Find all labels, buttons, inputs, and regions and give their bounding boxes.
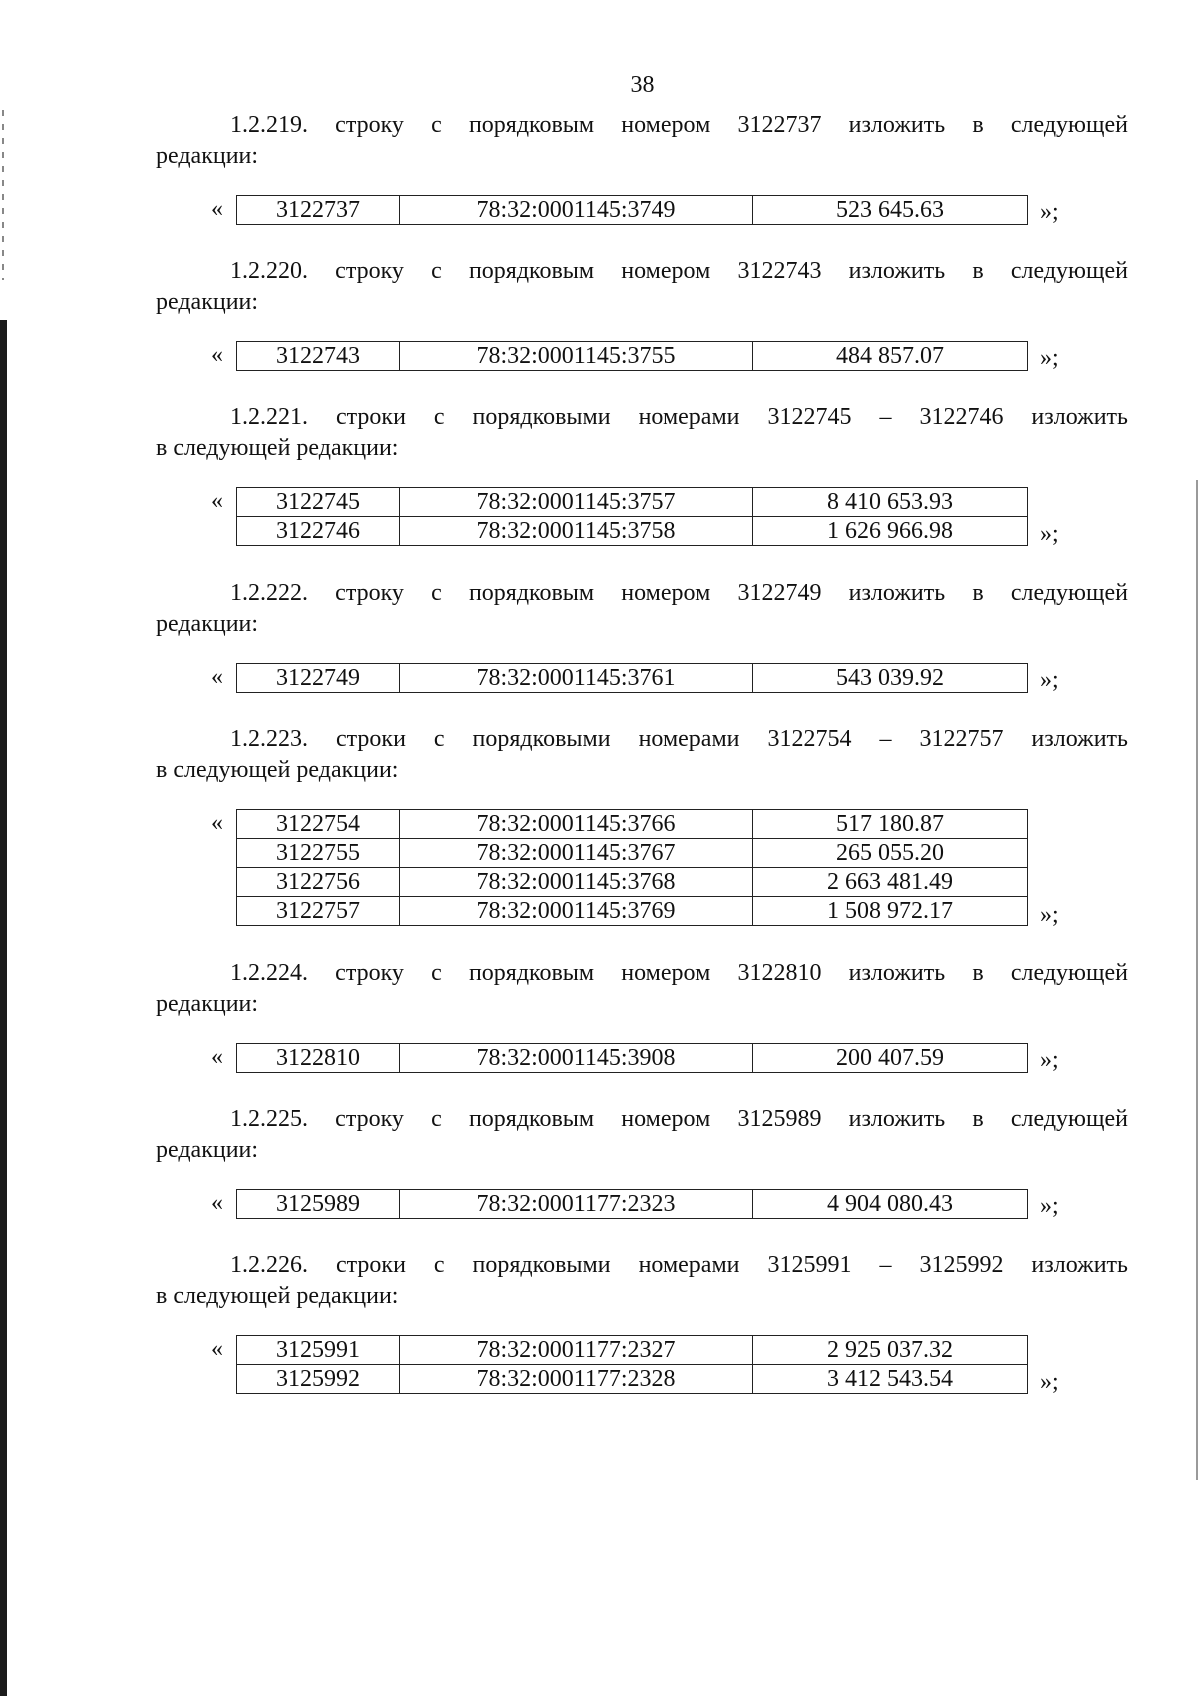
amendment-text-line: в следующей редакции: [156, 757, 399, 783]
amendment-word: строки [335, 726, 406, 752]
amendment-word: 3122737 [737, 112, 822, 138]
page-number: 38 [630, 72, 655, 98]
amendment-word: номером [621, 580, 711, 606]
closing-quote: »; [1040, 199, 1059, 225]
cadastral-number-cell: 78:32:0001145:3749 [400, 196, 753, 225]
amendment-table [236, 195, 1028, 225]
amendment-text-line [156, 110, 1128, 141]
amendment-word: порядковым [468, 112, 595, 138]
amendment-word: строку [335, 960, 404, 986]
amendment-word: порядковым [468, 258, 595, 284]
amendment-word: 3125991 [767, 1252, 852, 1278]
amendment-word: 1.2.220. [230, 258, 308, 284]
amendment-word: изложить [848, 1106, 946, 1132]
amendment-text-line: в следующей редакции: [156, 435, 399, 461]
opening-quote: « [211, 196, 223, 222]
value-cell: 8 410 653.93 [753, 488, 1028, 517]
amendment-word: строку [335, 580, 404, 606]
row-number-cell: 3122743 [237, 342, 400, 371]
amendment-text [156, 256, 1128, 318]
amendment-word: изложить [1031, 726, 1128, 752]
amendment-word: с [433, 726, 445, 752]
amendment-text-line [156, 1104, 1128, 1135]
amendment-word: в [972, 112, 984, 138]
cadastral-number-cell: 78:32:0001177:2327 [400, 1336, 753, 1365]
amendment-text-line: редакции: [156, 991, 259, 1017]
amendment-text-line [156, 724, 1128, 755]
amendment-item [156, 1104, 1128, 1219]
table-row [237, 1336, 1028, 1365]
amendment-item [156, 256, 1128, 371]
scan-edge-marks [2, 110, 4, 280]
amendment-table [236, 341, 1028, 371]
amendment-text-line [156, 256, 1128, 287]
amendment-word: с [431, 580, 442, 606]
amendment-word: следующей [1010, 1106, 1128, 1132]
amendment-word: с [431, 960, 442, 986]
amendment-word: номером [621, 112, 711, 138]
amendment-word: 3122745 [767, 404, 852, 430]
amendment-word: 3122810 [737, 960, 822, 986]
amendment-word: следующей [1010, 580, 1128, 606]
row-number-cell: 3122749 [237, 664, 400, 693]
amendment-text-line: редакции: [156, 1137, 259, 1163]
row-number-cell: 3125989 [237, 1190, 400, 1219]
amendment-word: – [879, 1252, 892, 1278]
amendment-text-line [156, 402, 1128, 433]
amendment-word: с [433, 404, 445, 430]
amendment-text-line: редакции: [156, 289, 259, 315]
amendment-item [156, 724, 1128, 928]
table-row [237, 839, 1028, 868]
amendment-word: строку [335, 258, 404, 284]
amendment-word: с [433, 1252, 445, 1278]
amendment-word: – [879, 404, 892, 430]
value-cell: 2 925 037.32 [753, 1336, 1028, 1365]
amendment-item [156, 958, 1128, 1073]
amendment-word: порядковыми [472, 726, 611, 752]
opening-quote: « [211, 342, 223, 368]
amendment-text-line: редакции: [156, 611, 259, 637]
amendment-word: порядковыми [472, 404, 611, 430]
amendment-table [236, 1043, 1028, 1073]
row-number-cell: 3122757 [237, 897, 400, 926]
amendment-text [156, 724, 1128, 786]
amendment-word: порядковым [468, 1106, 595, 1132]
closing-quote: »; [1040, 901, 1059, 928]
table-row [237, 868, 1028, 897]
amendment-word: с [431, 1106, 442, 1132]
row-number-cell: 3122810 [237, 1044, 400, 1073]
amendment-table [236, 1335, 1028, 1394]
opening-quote: « [211, 1336, 223, 1362]
amendment-word: номерами [638, 1252, 740, 1278]
table-row [237, 810, 1028, 839]
amendment-text-line: в следующей редакции: [156, 1283, 399, 1309]
cadastral-number-cell: 78:32:0001145:3766 [400, 810, 753, 839]
value-cell: 200 407.59 [753, 1044, 1028, 1073]
cadastral-number-cell: 78:32:0001177:2323 [400, 1190, 753, 1219]
amendment-word: номером [621, 960, 711, 986]
row-number-cell: 3125992 [237, 1365, 400, 1394]
amendment-word: 3122743 [737, 258, 822, 284]
amendment-word: в [972, 1106, 984, 1132]
cadastral-number-cell: 78:32:0001145:3761 [400, 664, 753, 693]
amendment-word: 1.2.226. [230, 1252, 308, 1278]
amendment-word: порядковыми [472, 1252, 611, 1278]
table-row [237, 897, 1028, 926]
amendment-word: номерами [638, 726, 740, 752]
amendment-word: следующей [1010, 258, 1128, 284]
table-row [237, 1190, 1028, 1219]
value-cell: 1 626 966.98 [753, 517, 1028, 546]
cadastral-number-cell: 78:32:0001145:3757 [400, 488, 753, 517]
row-number-cell: 3122756 [237, 868, 400, 897]
amendment-word: изложить [848, 580, 946, 606]
amendment-word: 1.2.222. [230, 580, 308, 606]
amendment-word: порядковым [468, 960, 595, 986]
value-cell: 4 904 080.43 [753, 1190, 1028, 1219]
opening-quote: « [211, 664, 223, 690]
amendment-word: 1.2.223. [230, 726, 308, 752]
amendment-word: 3125989 [737, 1106, 822, 1132]
amendment-word: в [972, 580, 984, 606]
amendment-word: следующей [1010, 112, 1128, 138]
cadastral-number-cell: 78:32:0001145:3769 [400, 897, 753, 926]
amendment-word: с [431, 258, 442, 284]
opening-quote: « [211, 488, 223, 514]
amendment-text [156, 110, 1128, 172]
scan-edge-line [1196, 480, 1198, 1480]
amendment-word: – [879, 726, 892, 752]
value-cell: 543 039.92 [753, 664, 1028, 693]
cadastral-number-cell: 78:32:0001145:3768 [400, 868, 753, 897]
amendment-word: 1.2.225. [230, 1106, 308, 1132]
amendment-table [236, 809, 1028, 926]
amendment-word: строки [335, 404, 406, 430]
cadastral-number-cell: 78:32:0001145:3767 [400, 839, 753, 868]
table-row [237, 196, 1028, 225]
table-row [237, 517, 1028, 546]
amendment-table [236, 1189, 1028, 1219]
row-number-cell: 3122745 [237, 488, 400, 517]
opening-quote: « [211, 1044, 223, 1070]
cadastral-number-cell: 78:32:0001145:3758 [400, 517, 753, 546]
amendment-word: изложить [1031, 1252, 1128, 1278]
opening-quote: « [211, 810, 223, 836]
closing-quote: »; [1040, 1368, 1059, 1395]
value-cell: 517 180.87 [753, 810, 1028, 839]
value-cell: 1 508 972.17 [753, 897, 1028, 926]
amendment-item [156, 402, 1128, 547]
amendment-item [156, 1250, 1128, 1395]
closing-quote: »; [1040, 1193, 1059, 1219]
amendment-text-line: редакции: [156, 143, 259, 169]
row-number-cell: 3122755 [237, 839, 400, 868]
amendment-item [156, 110, 1128, 225]
row-number-cell: 3122754 [237, 810, 400, 839]
opening-quote: « [211, 1190, 223, 1216]
table-row [237, 664, 1028, 693]
amendment-text [156, 578, 1128, 640]
closing-quote: »; [1040, 1047, 1059, 1073]
table-row [237, 342, 1028, 371]
amendment-text [156, 1104, 1128, 1166]
amendment-text-line [156, 958, 1128, 989]
closing-quote: »; [1040, 345, 1059, 371]
amendment-text [156, 1250, 1128, 1312]
value-cell: 3 412 543.54 [753, 1365, 1028, 1394]
amendment-word: порядковым [468, 580, 595, 606]
amendment-table [236, 663, 1028, 693]
table-row [237, 488, 1028, 517]
amendment-word: изложить [1031, 404, 1128, 430]
value-cell: 2 663 481.49 [753, 868, 1028, 897]
amendment-word: в [972, 960, 984, 986]
amendment-text [156, 958, 1128, 1020]
amendment-word: строку [335, 1106, 404, 1132]
amendment-word: с [431, 112, 442, 138]
table-row [237, 1365, 1028, 1394]
amendment-word: строку [335, 112, 404, 138]
cadastral-number-cell: 78:32:0001145:3908 [400, 1044, 753, 1073]
amendment-word: 3122757 [919, 726, 1004, 752]
scan-edge-shadow [0, 320, 7, 1696]
value-cell: 523 645.63 [753, 196, 1028, 225]
amendment-word: 3122754 [767, 726, 852, 752]
amendment-word: номером [621, 258, 711, 284]
amendment-word: номерами [638, 404, 740, 430]
amendment-word: следующей [1010, 960, 1128, 986]
row-number-cell: 3122737 [237, 196, 400, 225]
amendment-word: изложить [848, 960, 946, 986]
amendment-word: 3125992 [919, 1252, 1004, 1278]
amendment-item [156, 578, 1128, 693]
cadastral-number-cell: 78:32:0001177:2328 [400, 1365, 753, 1394]
amendment-word: 1.2.219. [230, 112, 308, 138]
amendment-word: в [972, 258, 984, 284]
value-cell: 484 857.07 [753, 342, 1028, 371]
amendment-word: изложить [848, 258, 946, 284]
amendment-word: изложить [848, 112, 946, 138]
value-cell: 265 055.20 [753, 839, 1028, 868]
amendment-word: 1.2.221. [230, 404, 308, 430]
row-number-cell: 3122746 [237, 517, 400, 546]
amendment-word: строки [335, 1252, 406, 1278]
amendment-text-line [156, 578, 1128, 609]
table-row [237, 1044, 1028, 1073]
amendment-word: 3122749 [737, 580, 822, 606]
closing-quote: »; [1040, 520, 1059, 547]
amendment-text-line [156, 1250, 1128, 1281]
amendment-word: 3122746 [919, 404, 1004, 430]
closing-quote: »; [1040, 667, 1059, 693]
amendment-text [156, 402, 1128, 464]
row-number-cell: 3125991 [237, 1336, 400, 1365]
amendment-word: 1.2.224. [230, 960, 308, 986]
cadastral-number-cell: 78:32:0001145:3755 [400, 342, 753, 371]
amendment-table [236, 487, 1028, 546]
amendment-word: номером [621, 1106, 711, 1132]
